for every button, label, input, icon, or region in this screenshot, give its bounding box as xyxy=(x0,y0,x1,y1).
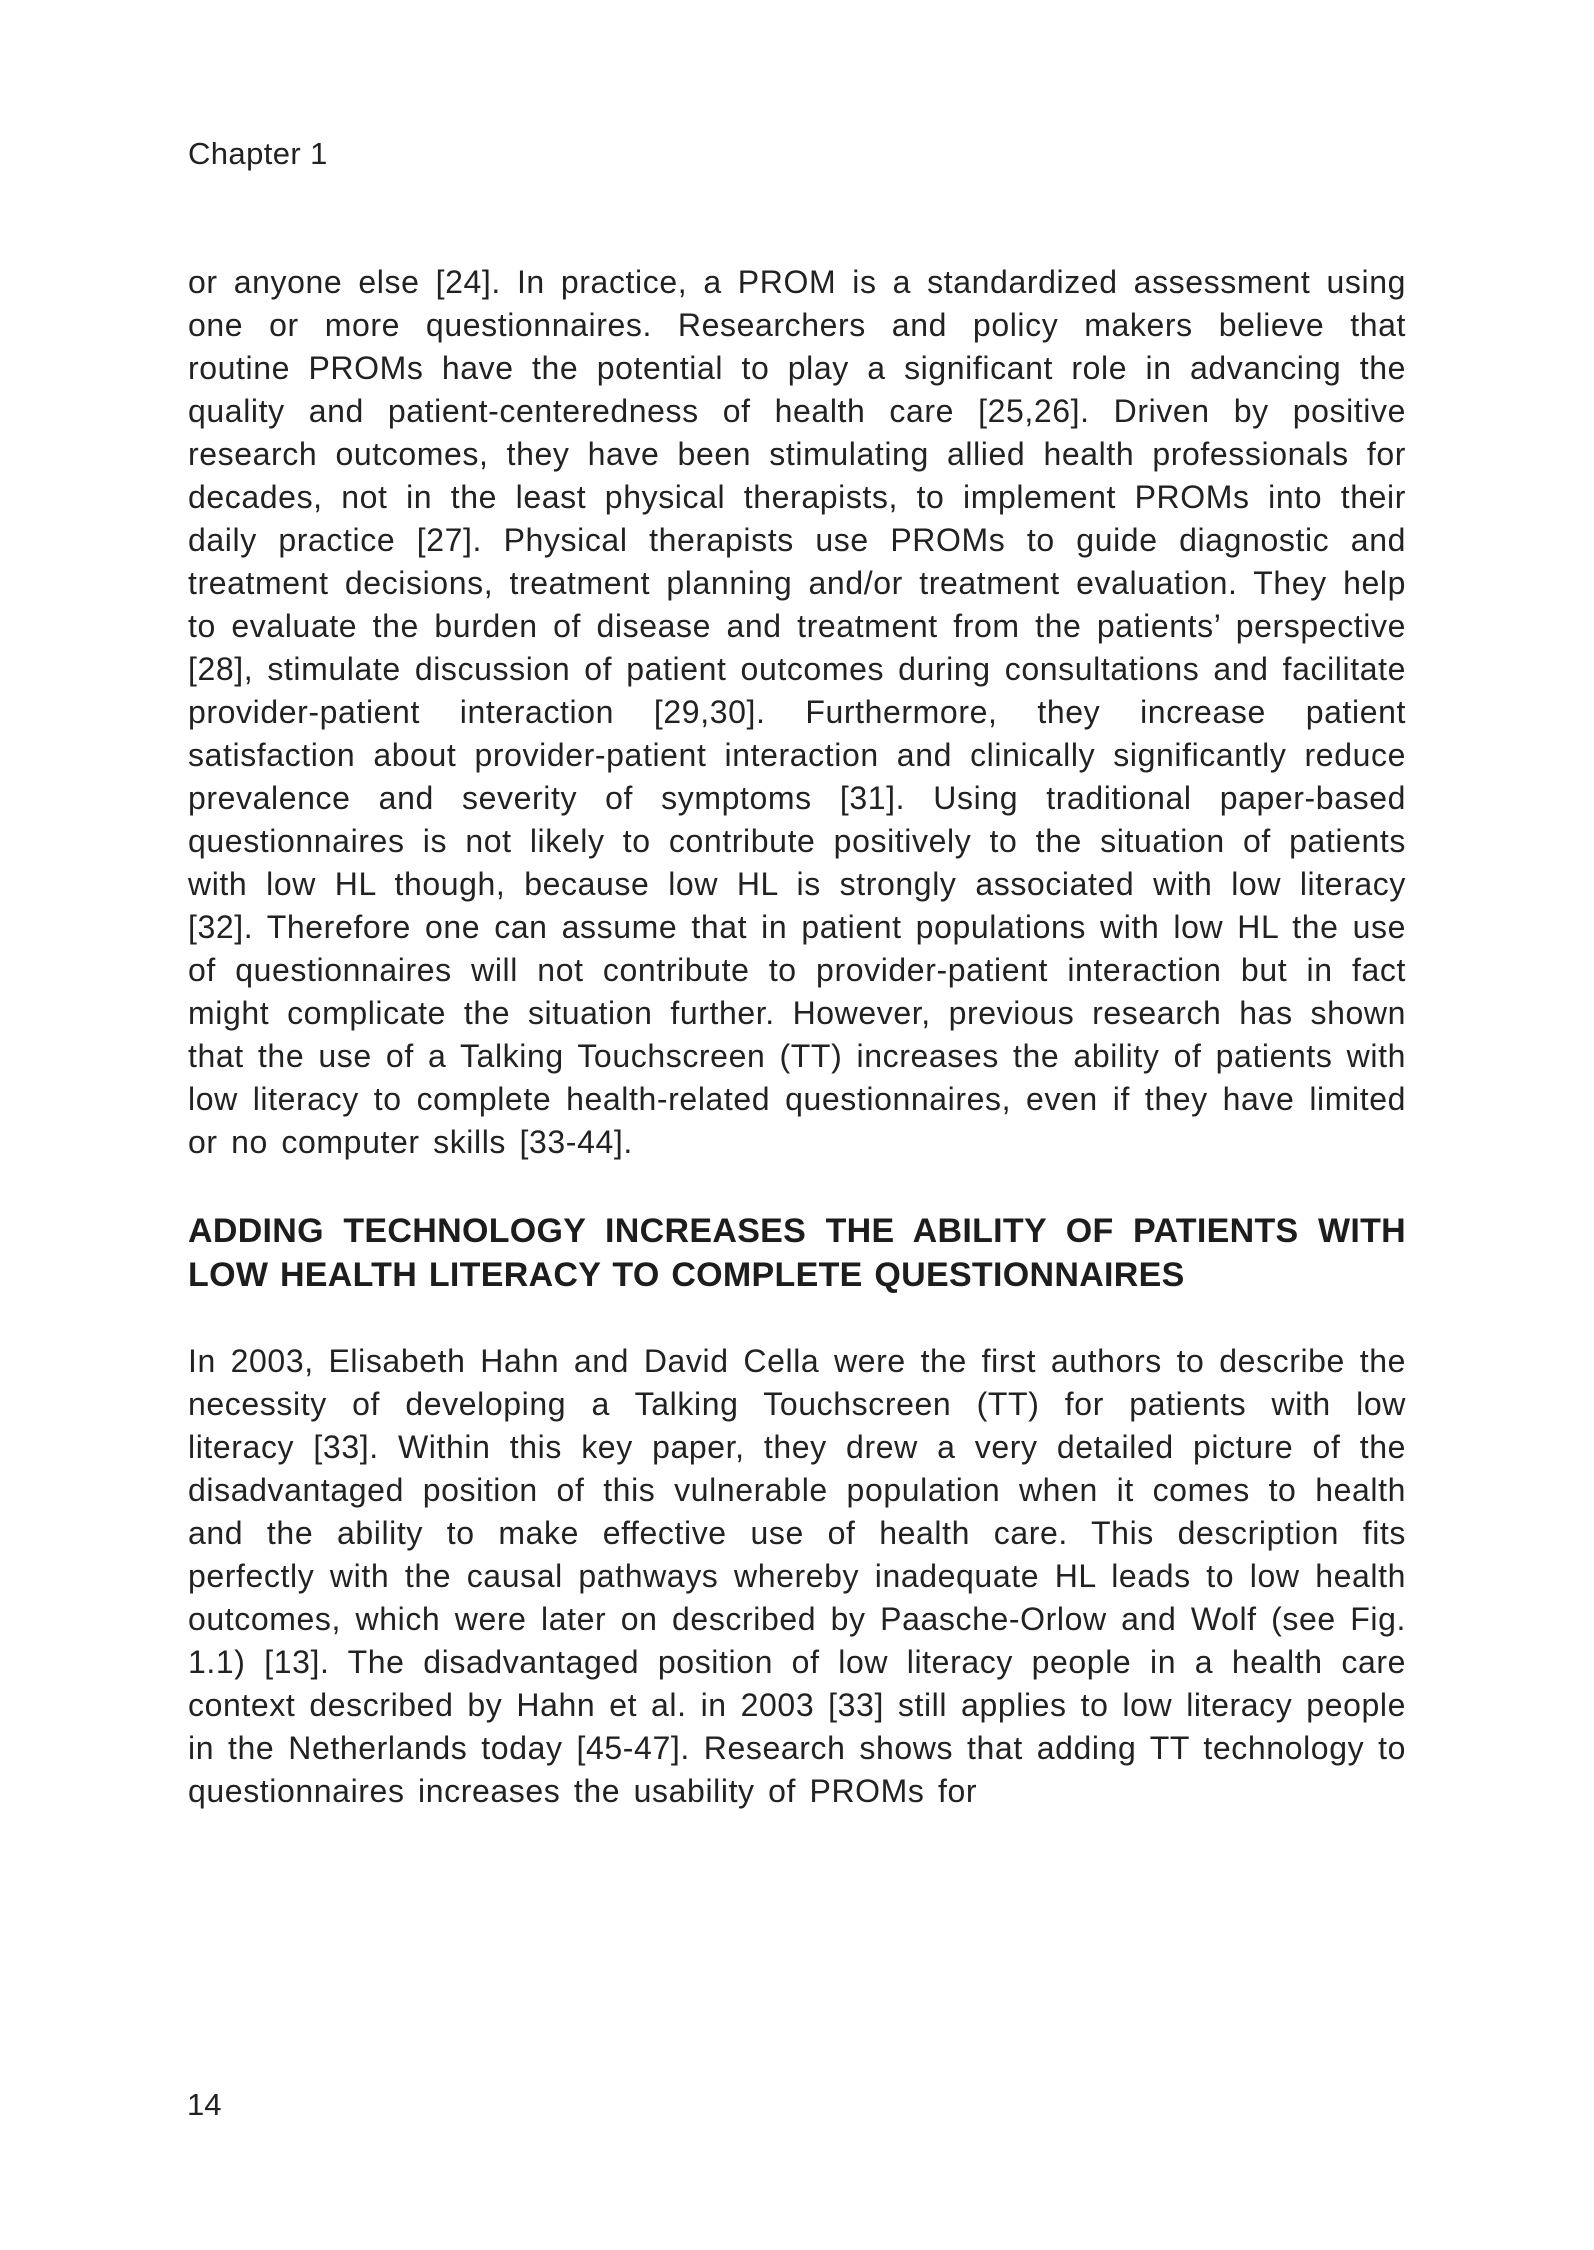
page-text-column xyxy=(188,261,1406,1813)
body-paragraph-2: In 2003, Elisabeth Hahn and David Cella were the first authors to describe the necessity of developing a Talking Touchscreen (TT) for patients with low literacy [33]. Within this key paper, they drew a very detailed picture of the disadvantaged position of this vulnerable population when it comes to health and the ability to make effective use of health care. This description fits perfectly with the causal pathways whereby inadequate HL leads to low health outcomes, which were later on described by Paasche-Orlow and Wolf (see Fig. 1.1) [13]. The disadvantaged position of low literacy people in a health care context described by Hahn et al. in 2003 [33] still applies to low literacy people in the Netherlands today [45-47]. Research shows that adding TT technology to questionnaires increases the usability of PROMs for xyxy=(188,1343,1406,1809)
section-heading: ADDING TECHNOLOGY INCREASES THE ABILITY OF PATIENTS WITH LOW HEALTH LITERACY TO COMPLETE QUESTIONNAIRES xyxy=(188,1212,1406,1294)
running-header-chapter: Chapter 1 xyxy=(188,136,328,171)
body-paragraph-1: or anyone else [24]. In practice, a PROM is a standardized assessment using one or more questionnaires. Researchers and policy makers believe that routine PROMs have the potential to play a significant role in advancing the quality and patient-centeredness of health care [25,26]. Driven by positive research outcomes, they have been stimulating allied health professionals for decades, not in the least physical therapists, to implement PROMs into their daily practice [27]. Physical therapists use PROMs to guide diagnostic and treatment decisions, treatment planning and/or treatment evaluation. They help to evaluate the burden of disease and treatment from the patients’ perspective [28], stimulate discussion of patient outcomes during consultations and facilitate provider-patient interaction [29,30]. Furthermore, they increase patient satisfaction about provider-patient interaction and clinically significantly reduce prevalence and severity of symptoms [31]. Using traditional paper-based questionnaires is not likely to contribute positively to the situation of patients with low HL though, because low HL is strongly associated with low literacy [32]. Therefore one can assume that in patient populations with low HL the use of questionnaires will not contribute to provider-patient interaction but in fact might complicate the situation further. However, previous research has shown that the use of a Talking Touchscreen (TT) increases the ability of patients with low literacy to complete health-related questionnaires, even if they have limited or no computer skills [33-44]. xyxy=(188,264,1406,1160)
page-number: 14 xyxy=(187,2087,222,2122)
